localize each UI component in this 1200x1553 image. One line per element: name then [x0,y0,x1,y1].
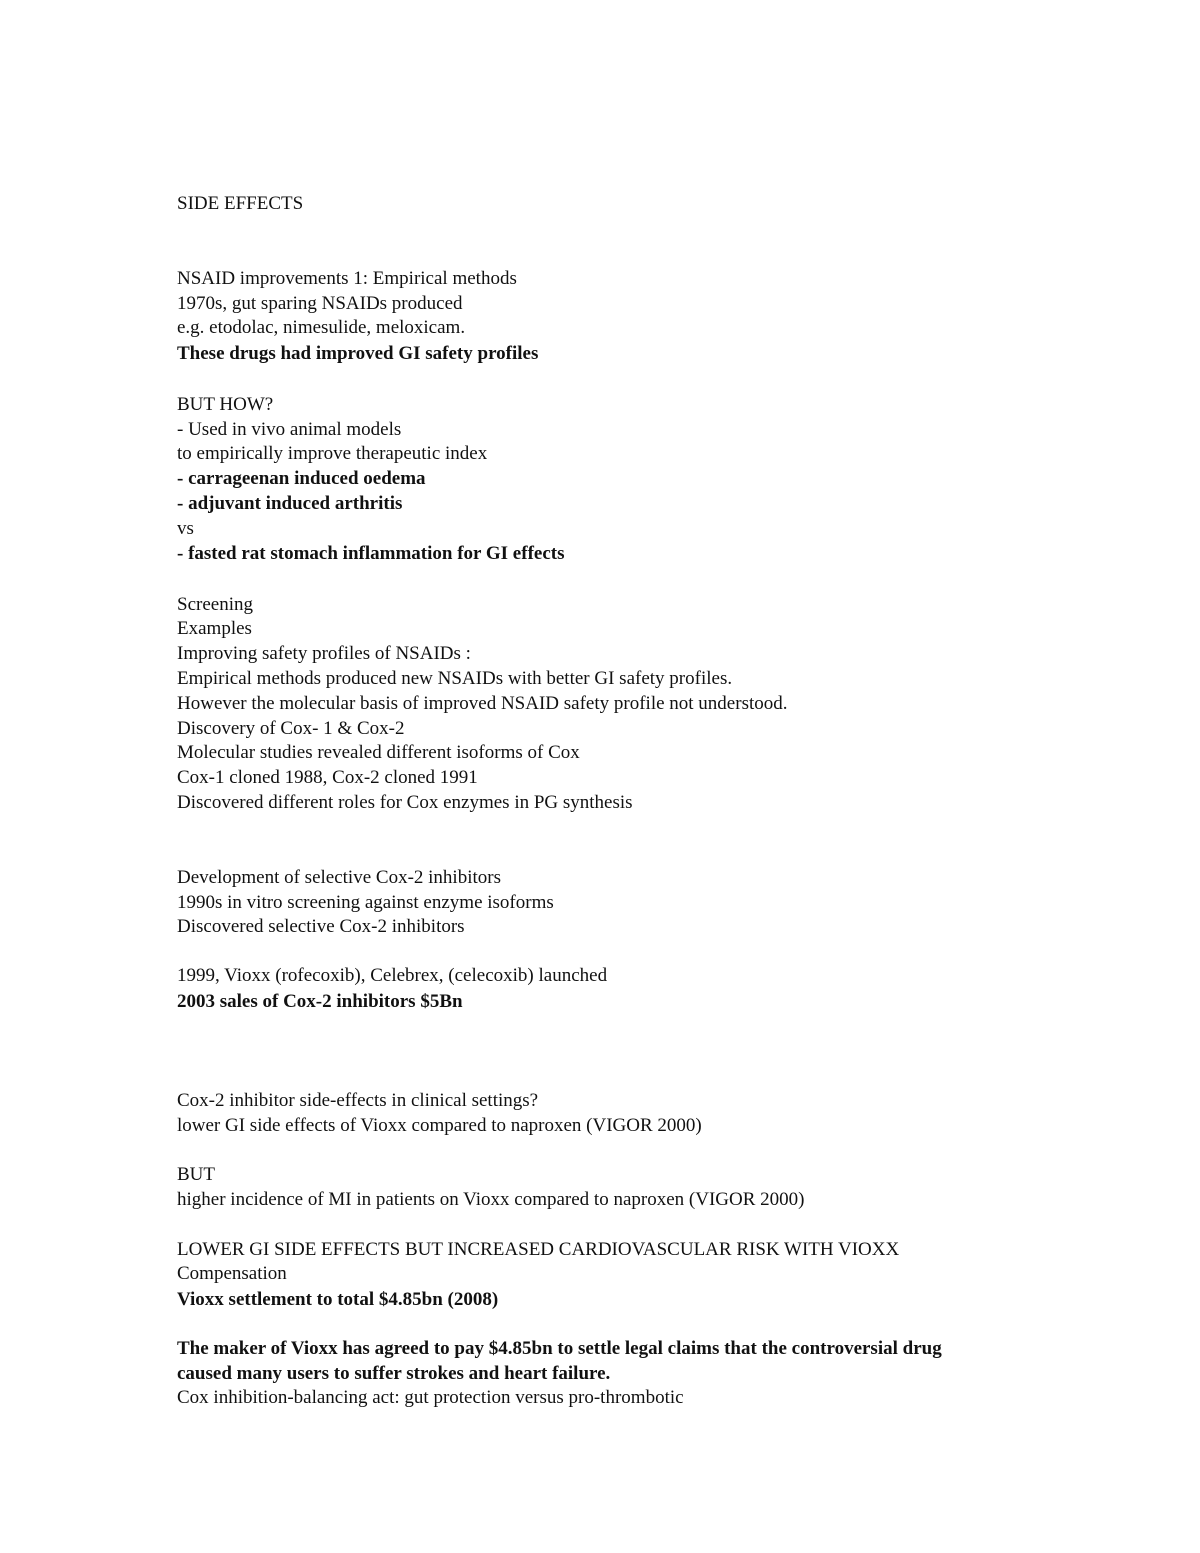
text-line: Cox inhibition-balancing act: gut protection versus pro-thrombotic [177,1387,684,1408]
bold-line: caused many users to suffer strokes and heart failure. [177,1363,611,1384]
text-line: Screening [177,594,253,615]
text-line: BUT [177,1164,215,1185]
text-line: vs [177,518,194,539]
bold-line: These drugs had improved GI safety profiles [177,343,539,364]
nsaid-heading: NSAID improvements 1: Empirical methods [177,268,517,289]
text-line: 1990s in vitro screening against enzyme isoforms [177,892,554,913]
text-line: higher incidence of MI in patients on Vioxx compared to naproxen (VIGOR 2000) [177,1189,805,1210]
text-line: Empirical methods produced new NSAIDs with better GI safety profiles. [177,668,733,689]
text-line: Compensation [177,1263,287,1284]
bold-line: - carrageenan induced oedema [177,468,426,489]
text-line: Development of selective Cox-2 inhibitors [177,867,501,888]
text-line: Examples [177,618,252,639]
text-line: Cox-2 inhibitor side-effects in clinical settings? [177,1090,539,1111]
but-how-heading: BUT HOW? [177,394,274,415]
text-line: Discovered selective Cox-2 inhibitors [177,916,465,937]
text-line: 1999, Vioxx (rofecoxib), Celebrex, (celecoxib) launched [177,965,608,986]
bold-line: - fasted rat stomach inflammation for GI effects [177,543,565,564]
bold-line: 2003 sales of Cox-2 inhibitors $5Bn [177,991,463,1012]
text-line: e.g. etodolac, nimesulide, meloxicam. [177,317,466,338]
bold-line: - adjuvant induced arthritis [177,493,403,514]
text-line: Discovery of Cox- 1 & Cox-2 [177,718,405,739]
bold-line: The maker of Vioxx has agreed to pay $4.85bn to settle legal claims that the controversial drug [177,1338,942,1359]
bold-line: Vioxx settlement to total $4.85bn (2008) [177,1289,499,1310]
text-line: Cox-1 cloned 1988, Cox-2 cloned 1991 [177,767,478,788]
text-line: - Used in vivo animal models [177,419,402,440]
text-line: LOWER GI SIDE EFFECTS BUT INCREASED CARDIOVASCULAR RISK WITH VIOXX [177,1239,900,1260]
text-line: to empirically improve therapeutic index [177,443,488,464]
text-line: Molecular studies revealed different isoforms of Cox [177,742,580,763]
text-line: lower GI side effects of Vioxx compared to naproxen (VIGOR 2000) [177,1115,702,1136]
text-line: 1970s, gut sparing NSAIDs produced [177,293,463,314]
document-title: SIDE EFFECTS [177,193,304,214]
text-line: Improving safety profiles of NSAIDs : [177,643,471,664]
text-line: Discovered different roles for Cox enzymes in PG synthesis [177,792,633,813]
text-line: However the molecular basis of improved NSAID safety profile not understood. [177,693,788,714]
